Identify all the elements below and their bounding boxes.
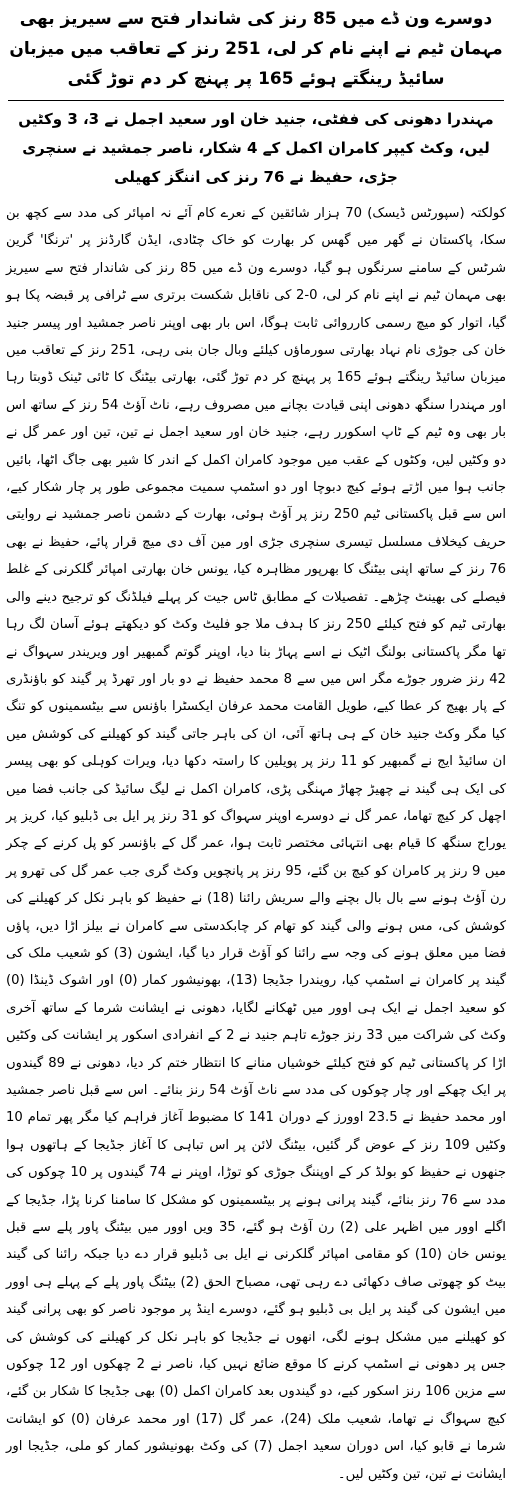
headline-divider	[8, 100, 504, 101]
article-headline: دوسرے ون ڈے میں 85 رنز کی شاندار فتح سے سیریز بھی مہمان ٹیم نے اپنے نام کر لی، 251 رنز کے تعاقب میں میزبان سائیڈ رینگتے ہوئے 165 پر پہنچ کر دم توڑ گئی	[9, 9, 503, 89]
article-subheadline: مہندرا دھونی کی ففٹی، جنید خان اور سعید اجمل نے 3، 3 وکٹیں لیں، وکٹ کیپر کامران اکمل کے 4 شکار، ناصر جمشید نے سنچری جڑی، حفیظ نے 76 رنز کی اننگز کھیلی	[18, 110, 494, 186]
article-body: کولکتہ (سپورٹس ڈیسک) 70 ہزار شائقین کے نعرے کام آئے نہ امپائر کی مدد سے کچھ بن سکا، پاکستان نے گھر میں گھس کر بھارت کو خاک چٹادی، ایڈن گارڈنز پر 'ترنگا' گرین شرٹس کے سامنے سرنگوں ہو گیا، دوسرے ون ڈے میں 85 رنز کی شاندار فتح سے سیریز بھی مہمان ٹیم نے اپنے نام کر لی، 0-2 کی ناقابل شکست برتری سے ٹرافی پر قبضہ پکا ہو گیا، اتوار کو میچ رسمی کارروائی ثابت ہوگا، اس بار بھی اوپنر ناصر جمشید اور پیسر جنید خان کی جوڑی نام نہاد بھارتی سورماؤں کیلئے وبال جان بنی رہی، 251 رنز کے تعاقب میں میزبان سائیڈ رینگتے ہوئے 165 پر پہنچ کر دم توڑ گئی، بھارتی بیٹنگ کا ٹائی ٹینک ڈوبتا رہا اور مہندرا سنگھ دھونی اپنی قیادت بچانے میں مصروف رہے، ناٹ آؤٹ 54 رنز کے ساتھ اس بار بھی وہ ٹیم کے ٹاپ اسکورر رہے، جنید خان اور سعید اجمل نے تین، تین اور عمر گل نے دو وکٹیں لیں، وکٹوں کے عقب میں موجود کامران اکمل کے اندر کا شیر بھی جاگ اٹھا، بائیں جانب ہوا میں اڑتے ہوئے کیچ دبوچا اور دو اسٹمپ سمیت مجموعی طور پر چار شکار کیے، اس سے قبل پاکستانی ٹیم 250 رنز پر آؤٹ ہوئی، بھارت کے دشمن ناصر جمشید نے روایتی حریف کیخلاف مسلسل تیسری سنچری جڑی اور مین آف دی میچ قرار پائے، حفیظ نے بھی 76 رنز کے ساتھ اپنی بیٹنگ کا بھرپور مظاہرہ کیا، یونس خان بھارتی امپائر گلکرنی کے غلط فیصلے کی بھینٹ چڑھے۔ تفصیلات کے مطابق ٹاس جیت کر پہلے فیلڈنگ کو ترجیح دینے والی بھارتی ٹیم کو فتح کیلئے 250 رنز کا ہدف ملا جو فلیٹ وکٹ کو دیکھتے ہوئے آسان لگ رہا تھا مگر پاکستانی بولنگ اٹیک نے اسے پہاڑ بنا دیا، اوپنر گوتم گمبھیر اور ویریندر سہواگ نے 42 رنز ضرور جوڑے مگر اس میں سے 8 محمد حفیظ نے دو بار اور تھرڈ پر گیند کو باؤنڈری کے پار بھیج کر عطا کیے، طویل القامت محمد عرفان ایکسٹرا باؤنس سے بیٹسمینوں کو تنگ کیا مگر وکٹ جنید خان کے ہی ہاتھ آئی، ان کی باہر جاتی گیند کو کھیلنے کی کوشش میں ان سائیڈ ایج نے گمبھیر کو 11 رنز پر پویلین کا راستہ دکھا دیا، ویرات کوہلی کو بھی پیسر کی ایک ہی گیند نے چھیڑ چھاڑ مہنگی پڑی، کامران اکمل نے لیگ سائیڈ کی جانب فضا میں اچھل کر کیچ تھاما، عمر گل نے دوسرے اوپنر سہواگ کو 31 رنز پر ایل بی ڈبلیو کیا، کریز پر یوراج سنگھ کا قیام بھی انتہائی مختصر ثابت ہوا، عمر گل کے باؤنسر کو پل کرنے کے چکر میں 9 رنز پر کامران کو کیچ بن گئے، 95 رنز پر پانچویں وکٹ گری جب عمر گل کی تھرو پر رن آؤٹ ہونے سے بال بال بچنے والے سریش رائنا (18) نے حفیظ کو باہر نکل کر کھیلنے کی کوشش کی، مس ہونے والی گیند کو تھام کر چابکدستی سے کامران نے بیلز اڑا دیں، پاؤں فضا میں معلق ہونے کی وجہ سے رائنا کو آؤٹ قرار دیا گیا، ایشون (3) کو شعیب ملک کی گیند پر کامران نے اسٹمپ کیا، رویندرا جڈیجا (13)، بھونیشور کمار (0) اور اشوک ڈینڈا (0) کو سعید اجمل نے ایک ہی اوور میں ٹھکانے لگایا، دھونی نے ایشانت شرما کے ساتھ آخری وکٹ کی شراکت میں 33 رنز جوڑے تاہم جنید نے 2 کے انفرادی اسکور پر ایشانت کی وکٹیں اڑا کر پاکستانی ٹیم کو فتح کیلئے خوشیاں منانے کا انتظار ختم کر دیا، دھونی نے 89 گیندوں پر ایک چھکے اور چار چوکوں کی مدد سے ناٹ آؤٹ 54 رنز بنائے۔ اس سے قبل ناصر جمشید اور محمد حفیظ نے 23.5 اوورز کے دوران 141 کا مضبوط آغاز فراہم کیا مگر پھر تمام 10 وکٹیں 109 رنز کے عوض گر گئیں، بیٹنگ لائن پر اس تباہی کا آغاز جڈیجا کے ہاتھوں ہوا جنھوں نے حفیظ کو بولڈ کر کے اوپننگ جوڑی کو توڑا، اوپنر نے 74 گیندوں پر 10 چوکوں کی مدد سے 76 رنز بنائے، گیند پرانی ہونے پر بیٹسمینوں کو مشکل کا سامنا کرنا پڑا، جڈیجا کے اگلے اوور میں اظہر علی (2) رن آؤٹ ہو گئے، 35 ویں اوور میں بیٹنگ پاور پلے سے قبل یونس خان (10) کو مقامی امپائر گلکرنی نے ایل بی ڈبلیو قرار دے دیا جبکہ رائنا کی گیند بیٹ کو چھوتی صاف دکھائی دے رہی تھی، مصباح الحق (2) بیٹنگ پاور پلے کے پہلے ہی اوور میں ایشون کی گیند پر ایل بی ڈبلیو ہو گئے، دوسرے اینڈ پر موجود ناصر کو بھی پرانی گیند کو کھیلنے میں مشکل ہونے لگی، انھوں نے جڈیجا کو باہر نکل کر کھیلنے کی کوشش کی جس پر دھونی نے اسٹمپ کرنے کا موقع ضائع نہیں کیا، ناصر نے 2 چھکوں اور 12 چوکوں سے مزین 106 رنز اسکور کیے، دو گیندوں بعد کامران اکمل (0) بھی جڈیجا کا شکار بن گئے، کیچ سہواگ نے تھاما، شعیب ملک (24)، عمر گل (17) اور محمد عرفان (0) کو ایشانت شرما نے قابو کیا، اس دوران سعید اجمل (7) کی وکٹ بھونیشور کمار کو ملی، جڈیجا اور ایشانت نے تین، تین وکٹیں لیں۔	[6, 206, 507, 1482]
